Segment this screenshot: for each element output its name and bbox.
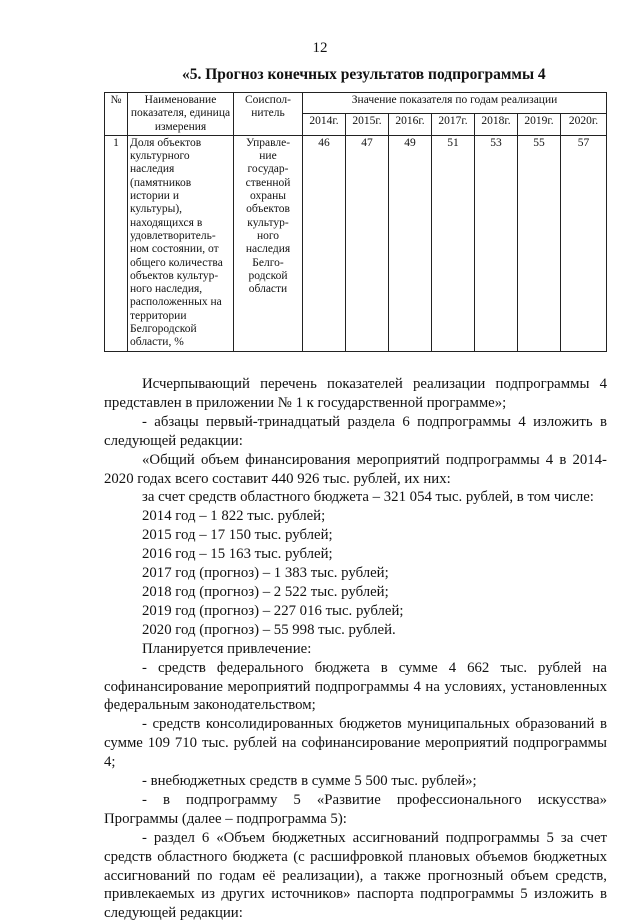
executor-line: наследия — [245, 243, 291, 256]
executor-line: ного — [256, 229, 280, 242]
executor-line: Управле- — [245, 136, 291, 149]
indicator-name-line: Доля объектов — [130, 136, 202, 149]
indicator-name-line: общего количества — [130, 256, 223, 269]
executor-line: родской — [248, 269, 288, 282]
header-year: 2015г. — [346, 114, 389, 135]
paragraph: 2016 год – 15 163 тыс. рублей; — [142, 546, 333, 563]
value-cell: 49 — [389, 135, 432, 351]
executor-line: объектов — [246, 203, 290, 216]
paragraph: - в подпрограмму 5 «Развитие профессионального искусства» Программы (далее – подпрограмма 5): — [104, 791, 607, 827]
header-values-group: Значение показателя по годам реализации — [303, 93, 607, 114]
indicator-name-line: расположенных на — [130, 296, 222, 309]
table-header-row — [105, 93, 607, 114]
paragraph: 2018 год (прогноз) – 2 522 тыс. рублей; — [142, 583, 389, 600]
paragraph: - внебюджетных средств в сумме 5 500 тыс. рублей»; — [142, 773, 477, 790]
header-executor: Соиспол-нитель — [234, 93, 303, 136]
paragraph: - средств консолидированных бюджетов муниципальных образований в сумме 109 710 тыс. рублей на софинансирование мероприятий подпрограммы 4; — [104, 716, 607, 771]
value-cell: 55 — [518, 135, 561, 351]
value-cell: 46 — [303, 135, 346, 351]
executor-line: области — [248, 283, 288, 296]
row-num: 1 — [105, 135, 128, 351]
executor-line: ние — [259, 150, 277, 163]
value-cell: 51 — [432, 135, 475, 351]
indicator-name-line: Белгородской — [130, 323, 197, 336]
indicator-name-line: области, % — [130, 336, 184, 349]
value-cell: 47 — [346, 135, 389, 351]
header-year: 2017г. — [432, 114, 475, 135]
header-year: 2018г. — [475, 114, 518, 135]
section-title: «5. Прогноз конечных результатов подпрограммы 4 — [182, 66, 546, 83]
paragraph: - средств федерального бюджета в сумме 4 662 тыс. рублей на софинансирование мероприятий подпрограммы 4 на условиях, установленных федеральным законодательством; — [104, 659, 607, 714]
executor-line: охраны — [250, 190, 286, 203]
paragraph: 2020 год (прогноз) – 55 998 тыс. рублей. — [142, 621, 396, 638]
results-table — [104, 92, 607, 352]
paragraph: за счет средств областного бюджета – 321 054 тыс. рублей, в том числе: — [142, 489, 594, 506]
paragraph: 2014 год – 1 822 тыс. рублей; — [142, 508, 326, 525]
indicator-name-line: объектов культур- — [130, 269, 219, 282]
body-text — [104, 375, 607, 923]
indicator-name-line: истории и — [130, 190, 179, 203]
indicator-name-line: (памятников — [130, 176, 192, 189]
executor-line: ственной — [245, 176, 291, 189]
executor — [234, 135, 303, 351]
value-cell: 57 — [561, 135, 607, 351]
header-name: Наименование показателя, единица измерения — [128, 93, 234, 136]
paragraph: - абзацы первый-тринадцатый раздела 6 подпрограммы 4 изложить в следующей редакции: — [104, 413, 607, 449]
indicator-name-line: территории — [130, 309, 187, 322]
header-year: 2019г. — [518, 114, 561, 135]
page-number: 12 — [312, 40, 328, 56]
header-num: № — [105, 93, 128, 136]
paragraph: Планируется привлечение: — [142, 640, 312, 657]
indicator-name-line: ном состоянии, от — [130, 243, 219, 256]
indicator-name-line: удовлетворитель- — [130, 229, 216, 242]
executor-line: культур- — [247, 216, 289, 229]
paragraph: «Общий объем финансирования мероприятий подпрограммы 4 в 2014-2020 годах всего составит 440 926 тыс. рублей, их них: — [104, 451, 607, 487]
header-year: 2016г. — [389, 114, 432, 135]
indicator-name-line: находящихся в — [130, 216, 203, 229]
table-row — [105, 135, 607, 351]
paragraph: - раздел 6 «Объем бюджетных ассигнований подпрограммы 5 за счет средств областного бюджета (с расшифровкой плановых объемов бюджетных ассигнований по годам её реализации), а также прогнозный объем средств, привлекаемых из других источников» паспорта подпрограммы 5 изложить в следующей редакции: — [104, 829, 607, 922]
paragraph: 2015 год – 17 150 тыс. рублей; — [142, 527, 333, 544]
executor-line: государ- — [247, 163, 289, 176]
indicator-name-line: ного наследия, — [130, 283, 203, 296]
indicator-name-line: культуры), — [130, 203, 183, 216]
paragraph: Исчерпывающий перечень показателей реализации подпрограммы 4 представлен в приложении № 1 к государственной программе»; — [104, 376, 607, 411]
value-cell: 53 — [475, 135, 518, 351]
executor-line: Белго- — [252, 256, 284, 269]
header-year: 2014г. — [303, 114, 346, 135]
paragraph: 2019 год (прогноз) – 227 016 тыс. рублей; — [142, 602, 404, 619]
indicator-name-line: наследия — [130, 163, 175, 176]
indicator-name-line: культурного — [130, 150, 190, 163]
header-year: 2020г. — [561, 114, 607, 135]
indicator-name — [128, 135, 234, 351]
paragraph: 2017 год (прогноз) – 1 383 тыс. рублей; — [142, 565, 389, 582]
